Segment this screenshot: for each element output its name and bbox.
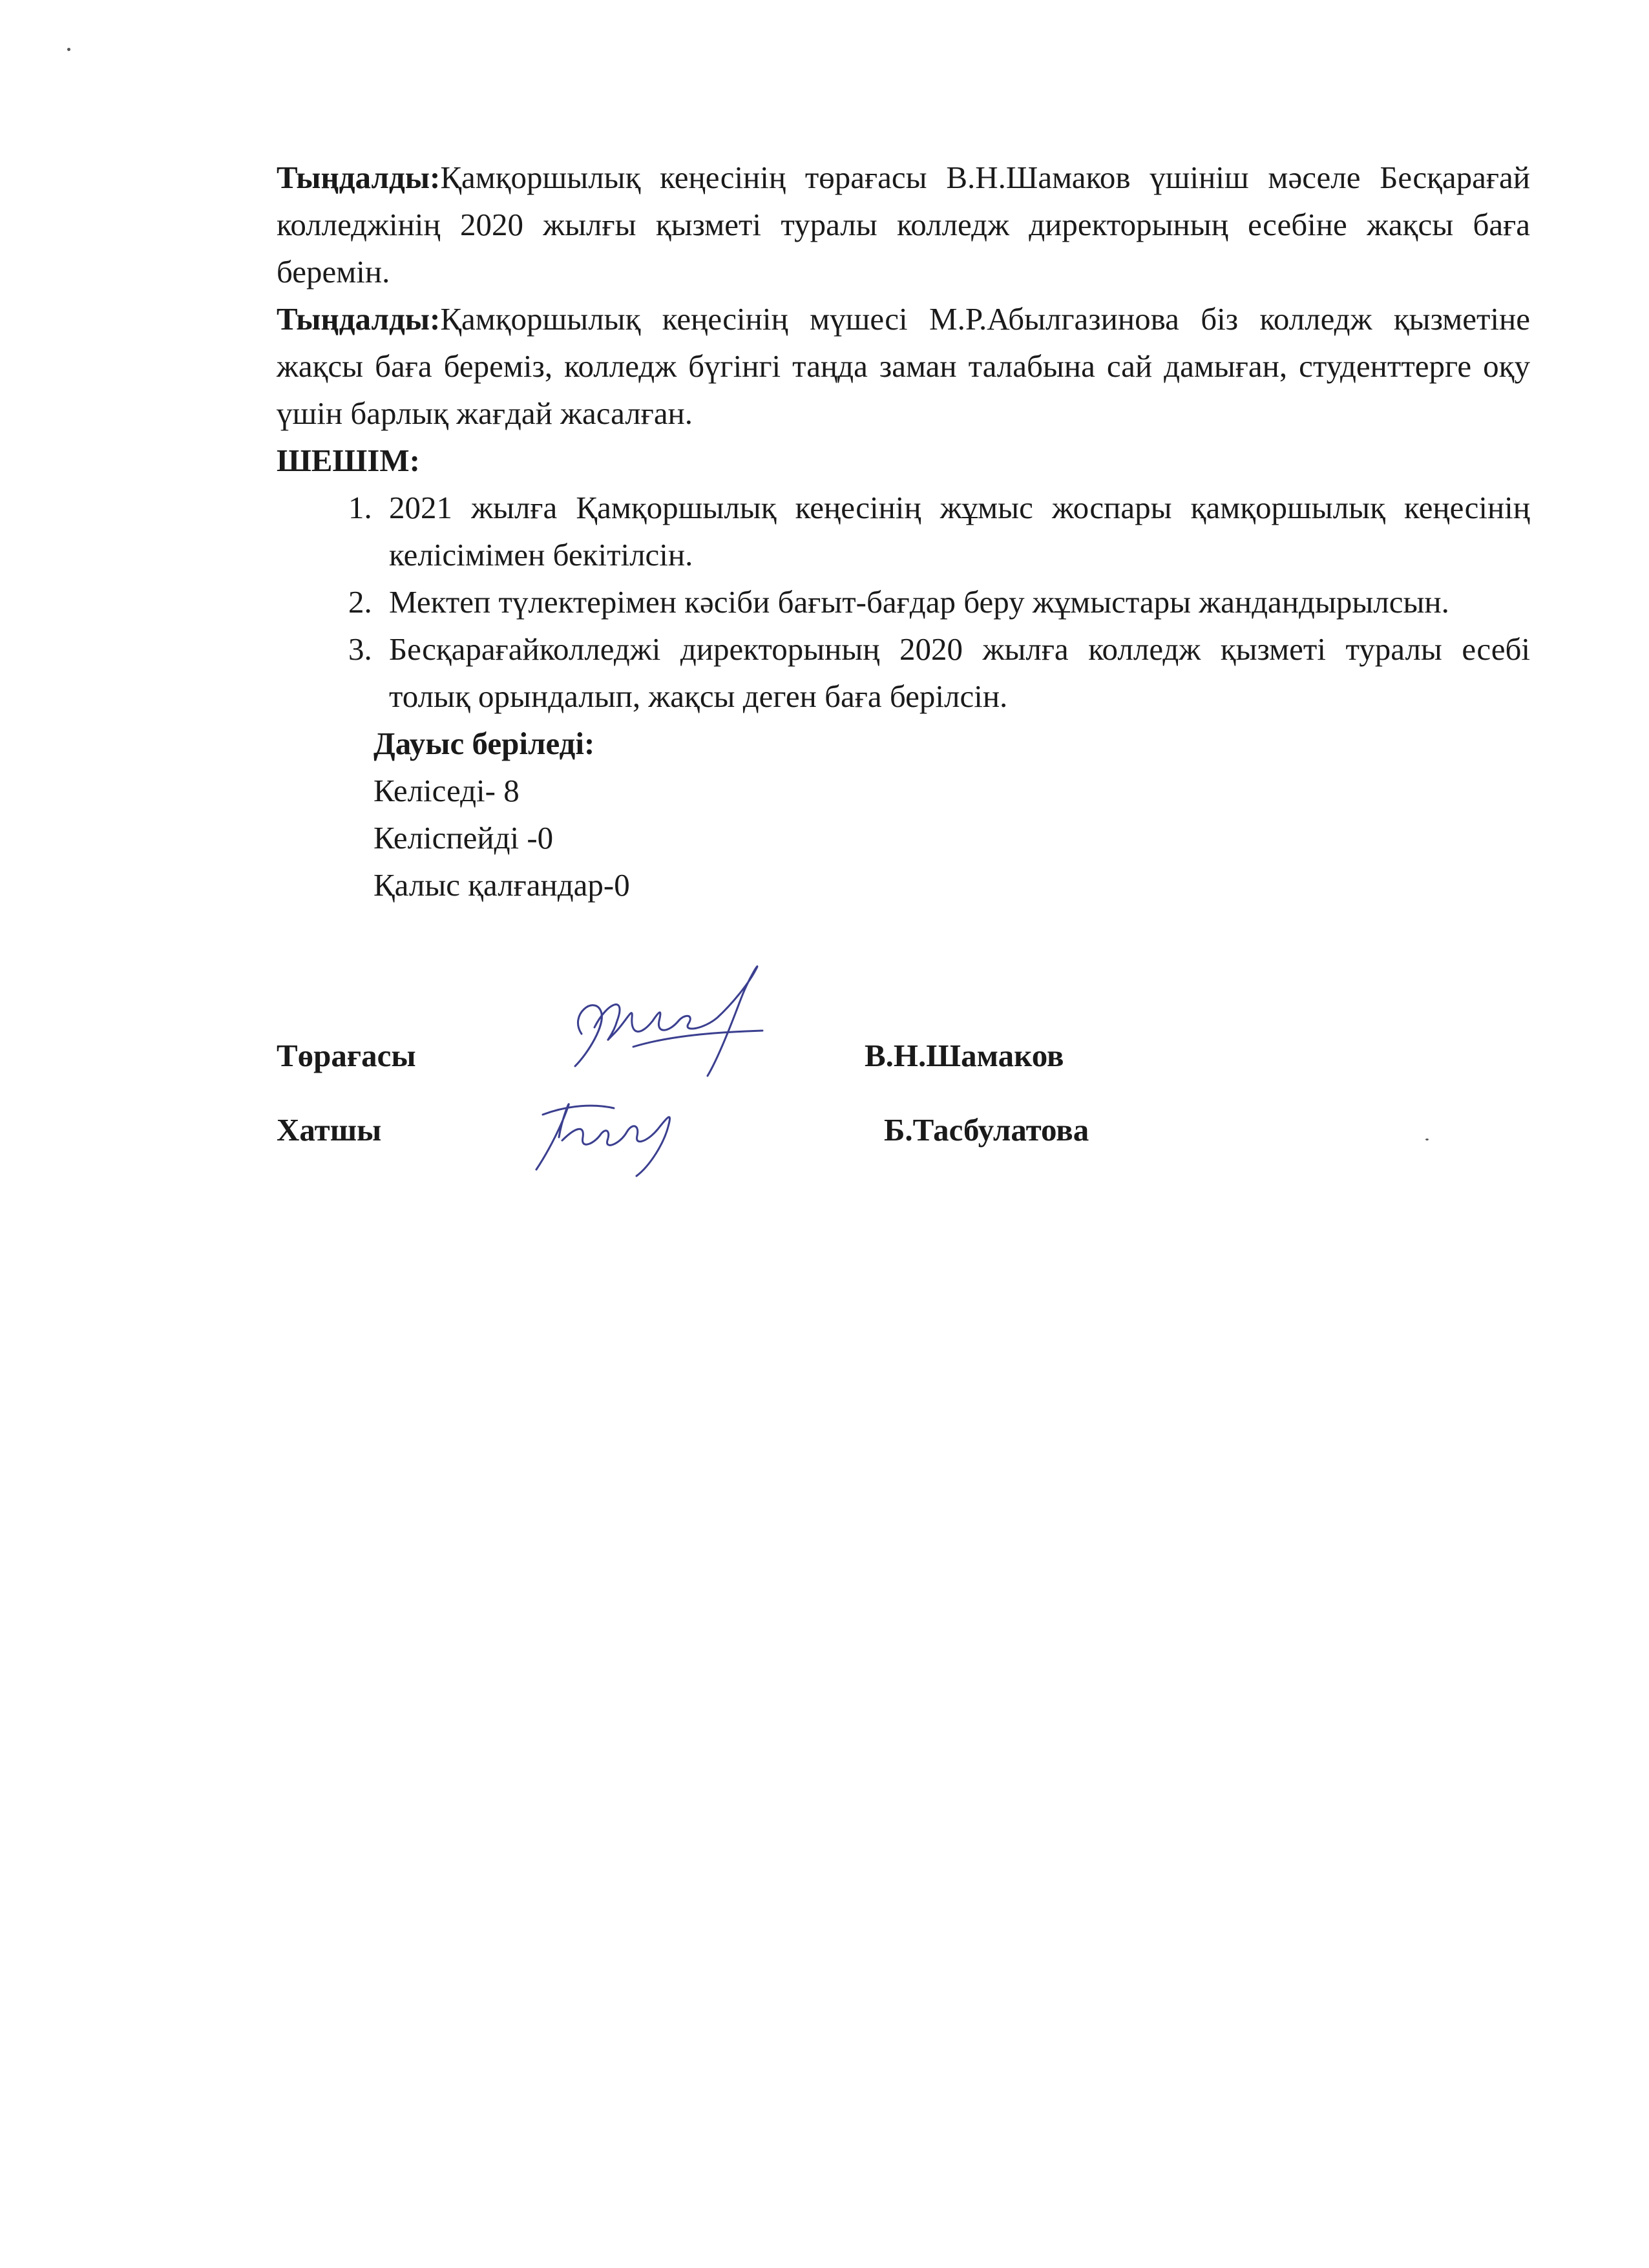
paragraph-text: Қамқоршылық кеңесінің төрағасы В.Н.Шамаков үшініш мәселе Бесқарағай колледжінің 2020 жылғы қызметі туралы колледж директорының есебіне жақсы баға беремін. [277,160,1530,289]
secretary-signature [523,1092,691,1189]
vote-block [277,720,1530,908]
chair-title: Төрағасы [277,1038,416,1073]
chair-signature [556,956,788,1086]
scan-speck [1425,1139,1429,1140]
paragraph-listened-2 [277,295,1530,437]
decision-item: 1. 2021 жылға Қамқоршылық кеңесінің жұмыс жоспары қамқоршылық кеңесінің келісімімен бекітілсін. [380,484,1530,578]
decision-list [277,484,1530,720]
vote-abstain: Қалыс қалғандар-0 [373,867,630,903]
secretary-name: Б.Тасбулатова [884,1112,1089,1148]
decision-item: 3. Бесқарағайколледжі директорының 2020 жылға колледж қызметі туралы есебі толық орындалып, жақсы деген баға берілсін. [380,625,1530,720]
paragraph-listened-1 [277,154,1530,295]
vote-against: Келіспейді -0 [373,820,554,856]
decision-heading: ШЕШІМ: [277,443,420,478]
paragraph-label: Тыңдалды: [277,301,441,337]
paragraph-label: Тыңдалды: [277,160,441,195]
vote-heading: Дауыс беріледі: [373,726,595,761]
decision-item: 2. Мектеп түлектерімен кәсіби бағыт-бағдар беру жұмыстары жандандырылсын. [380,578,1530,625]
vote-for: Келіседі- 8 [373,773,520,808]
paragraph-text: Қамқоршылық кеңесінің мүшесі М.Р.Абылгазинова біз колледж қызметіне жақсы баға береміз, колледж бүгінгі таңда заман талабына сай дамыған, студенттерге оқу үшін барлық жағдай жасалған. [277,301,1530,431]
document-body [277,154,1530,908]
scan-speck [67,48,70,51]
chair-name: В.Н.Шамаков [865,1038,1064,1073]
secretary-title: Хатшы [277,1112,382,1148]
